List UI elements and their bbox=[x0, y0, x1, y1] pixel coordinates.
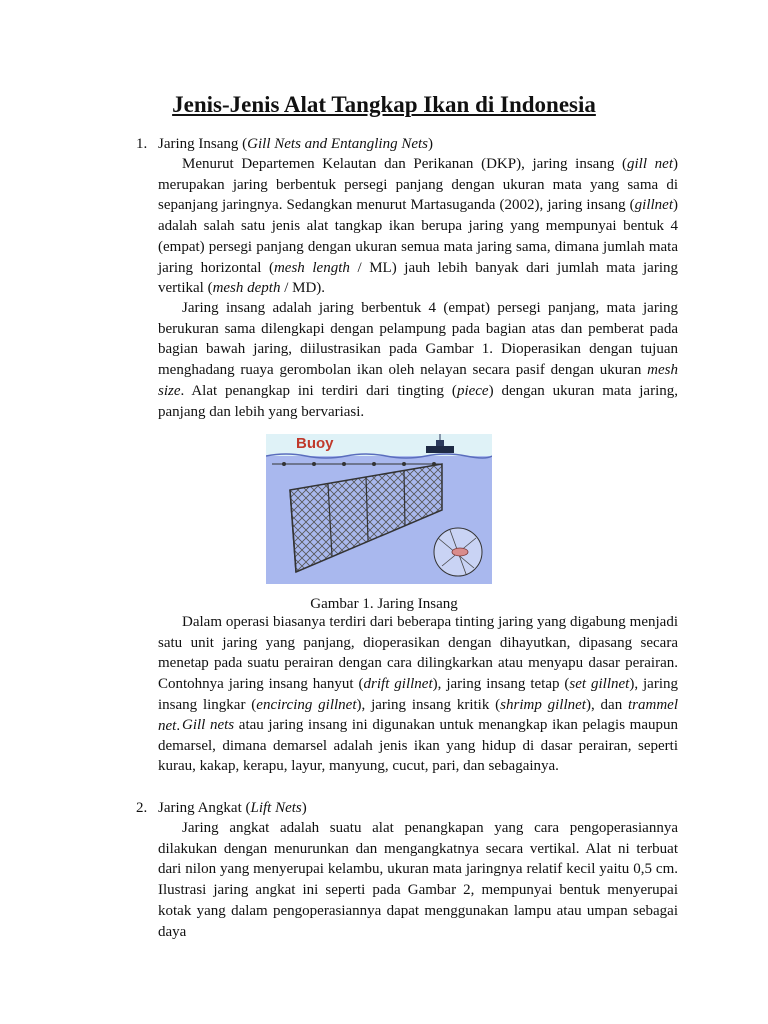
p1-text-c: ) merupakan jaring berbentuk persegi panjang dengan ukuran mata yang sama di sepanjang jaringnya. Sedangkan menurut Martasuganda (2002), jaring insang ( bbox=[158, 156, 678, 214]
document-title: Jenis-Jenis Alat Tangkap Ikan di Indonesia bbox=[172, 92, 596, 117]
p3-term-set-gillnet: set gillnet bbox=[569, 676, 630, 693]
paragraph-2 bbox=[158, 298, 678, 422]
p1-term-gill-net: gill net bbox=[627, 156, 673, 172]
p3-term-trammel-net: trammel net bbox=[158, 696, 679, 734]
p3-term-shrimp-gillnet: shrimp gillnet bbox=[500, 696, 586, 713]
p2-term-mesh-size: mesh size bbox=[158, 362, 678, 399]
p3-term-encircing-gillnet: encircing gillnet bbox=[256, 696, 357, 713]
section-1-heading bbox=[136, 134, 433, 154]
p4-text-b: atau jaring insang ini digunakan untuk menangkap ikan pelagis maupun demarsel, dimana demarsel adalah jenis ikan yang hidup di dasar perairan, seperti kurau, kakap, kerapu, layur, manyung, cucut, pari, dan sebagainya. bbox=[158, 717, 679, 775]
p1-text-e: ) adalah salah satu jenis alat tangkap ikan berupa jaring yang mempunyai bentuk 4 (empat) persegi panjang dengan ukuran semua mata jaring sama, dimana jumlah mata jaring horizontal ( bbox=[158, 197, 678, 276]
paragraph-1 bbox=[158, 154, 678, 299]
p1-text-i: / MD). bbox=[280, 280, 326, 297]
p3-text-c: ), jaring insang tetap ( bbox=[432, 676, 570, 693]
p2-text-a: Jaring insang adalah jaring berbentuk 4 (empat) persegi panjang, mata jaring berukuran sama dilengkapi dengan pelampung pada bagian atas dan pemberat pada bagian bawah jaring, diilustrasikan pada Gambar 1. Dioperasikan dengan tujuan menghadang ruaya gerombolan ikan oleh nelayan secara pasif dengan ukuran bbox=[158, 300, 678, 379]
p2-text-e: ) dengan ukuran mata jaring, panjang dan lebih yang bervariasi. bbox=[158, 382, 678, 420]
section-2-number: 2. bbox=[136, 800, 148, 816]
p3-text-g: ), jaring insang kritik ( bbox=[356, 696, 501, 713]
section-2-heading-close: ) bbox=[301, 800, 307, 816]
section-1-heading-text: Jaring Insang ( bbox=[158, 136, 248, 152]
p5-text-a: Jaring angkat adalah suatu alat penangkapan yang cara pengoperasiannya dilakukan dengan menurunkan dan mengangkatnya secara vertikal. Alat ni terbuat dari nilon yang menyerupai kelambu, ukuran mata jaringnya relatif kecil yaitu 0,5 cm. Ilustrasi jaring angkat ini seperti pada Gambar 2, mempunyai bentuk menyerupai kotak yang dalam pengoperasiannya dapat menggunakan lampu atau umpan sebagai daya bbox=[158, 820, 678, 940]
p3-text-i: ), dan bbox=[585, 696, 629, 713]
p2-text-c: . Alat penangkap ini terdiri dari tingting ( bbox=[180, 382, 457, 399]
section-1-heading-close: ) bbox=[428, 136, 433, 152]
section-2-heading-italic: Lift Nets bbox=[250, 800, 302, 816]
p1-term-mesh-length: mesh length bbox=[273, 259, 350, 276]
paragraph-5 bbox=[158, 818, 678, 942]
buoy-label: Buoy bbox=[296, 435, 334, 452]
p3-text-e: ), jaring insang lingkar ( bbox=[158, 676, 678, 713]
section-2-heading-text: Jaring Angkat ( bbox=[158, 800, 251, 816]
p1-text-a: Menurut Departemen Kelautan dan Perikanan (DKP), jaring insang ( bbox=[182, 156, 627, 172]
p4-term-gill-nets: Gill nets bbox=[182, 717, 235, 733]
section-2-heading bbox=[136, 798, 307, 818]
figure-caption: Gambar 1. Jaring Insang bbox=[310, 596, 458, 612]
p3-text-a: Dalam operasi biasanya terdiri dari beberapa tinting jaring yang digabung menjadi satu unit jaring yang panjang, dioperasikan dengan dihayutkan, dipasang secara menetap pada suatu perairan dengan cara dilingkarkan atau menyapu dasar perairan. Contohnya jaring insang hanyut ( bbox=[158, 614, 678, 693]
p2-term-piece: piece bbox=[456, 382, 489, 399]
paragraph-4 bbox=[158, 715, 678, 777]
gillnet-illustration bbox=[266, 434, 492, 584]
p3-term-drift-gillnet: drift gillnet bbox=[363, 676, 433, 693]
p1-term-gillnet: gillnet bbox=[634, 197, 673, 214]
section-1-number: 1. bbox=[136, 136, 148, 152]
p1-text-g: / ML) jauh lebih banyak dari jumlah mata jaring vertikal ( bbox=[158, 259, 679, 297]
p3-text-k: . bbox=[176, 717, 181, 734]
section-1-heading-italic: Gill Nets and Entangling Nets bbox=[247, 136, 428, 152]
p1-term-mesh-depth: mesh depth bbox=[212, 280, 281, 297]
